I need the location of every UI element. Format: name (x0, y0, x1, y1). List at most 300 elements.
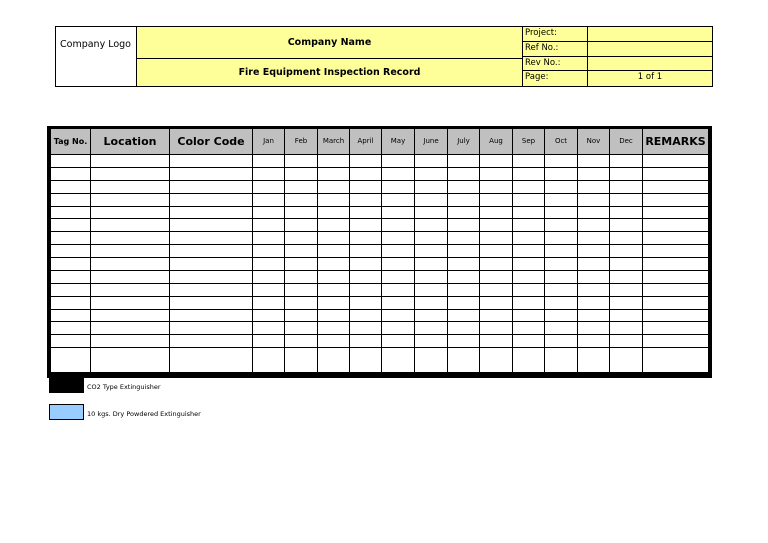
table-cell[interactable] (91, 322, 170, 335)
table-cell[interactable] (643, 309, 709, 322)
table-cell[interactable] (382, 206, 415, 219)
table-cell[interactable] (350, 335, 382, 348)
table-cell[interactable] (448, 245, 480, 258)
table-cell[interactable] (448, 270, 480, 283)
table-cell[interactable] (253, 322, 285, 335)
table-cell[interactable] (578, 322, 610, 335)
table-cell[interactable] (415, 180, 448, 193)
column-header-july: July (448, 129, 480, 155)
table-cell[interactable] (643, 296, 709, 309)
table-cell[interactable] (545, 283, 578, 296)
table-cell[interactable] (350, 283, 382, 296)
table-cell[interactable] (545, 193, 578, 206)
table-cell[interactable] (480, 322, 513, 335)
meta-label: Page: (523, 71, 588, 86)
table-cell[interactable] (91, 206, 170, 219)
table-cell[interactable] (415, 322, 448, 335)
table-cell[interactable] (350, 309, 382, 322)
table-cell[interactable] (253, 193, 285, 206)
table-cell[interactable] (643, 322, 709, 335)
table-cell[interactable] (415, 270, 448, 283)
table-cell[interactable] (382, 219, 415, 232)
table-cell[interactable] (610, 270, 643, 283)
column-header-march: March (318, 129, 350, 155)
table-cell[interactable] (513, 283, 545, 296)
table-header-row (51, 129, 709, 155)
table-cell[interactable] (253, 283, 285, 296)
table-cell[interactable] (480, 258, 513, 271)
table-cell[interactable] (578, 155, 610, 168)
table-cell[interactable] (318, 348, 350, 374)
table-cell[interactable] (578, 219, 610, 232)
table-cell[interactable] (253, 180, 285, 193)
table-cell[interactable] (610, 258, 643, 271)
table-cell[interactable] (610, 322, 643, 335)
legend-swatch-dry-powder (49, 404, 84, 420)
table-cell[interactable] (415, 283, 448, 296)
table-cell[interactable] (51, 335, 91, 348)
table-cell[interactable] (350, 219, 382, 232)
table-cell[interactable] (285, 348, 318, 374)
table-cell[interactable] (382, 309, 415, 322)
meta-label: Ref No.: (523, 42, 588, 56)
inspection-grid (47, 126, 712, 378)
table-cell[interactable] (513, 232, 545, 245)
table-cell[interactable] (170, 180, 253, 193)
table-cell[interactable] (253, 348, 285, 374)
table-cell[interactable] (350, 258, 382, 271)
table-cell[interactable] (285, 232, 318, 245)
table-cell[interactable] (610, 309, 643, 322)
meta-row-rev (523, 57, 712, 72)
table-cell[interactable] (415, 348, 448, 374)
table-cell[interactable] (610, 245, 643, 258)
meta-value-project[interactable] (588, 27, 712, 41)
table-cell[interactable] (578, 296, 610, 309)
table-cell[interactable] (350, 348, 382, 374)
table-cell[interactable] (480, 283, 513, 296)
table-cell[interactable] (253, 309, 285, 322)
table-cell[interactable] (578, 283, 610, 296)
table-cell[interactable] (610, 219, 643, 232)
legend-swatch-co2 (49, 377, 84, 393)
table-cell[interactable] (448, 167, 480, 180)
table-cell[interactable] (350, 296, 382, 309)
table-cell[interactable] (51, 180, 91, 193)
table-cell[interactable] (610, 155, 643, 168)
table-cell[interactable] (318, 167, 350, 180)
table-cell[interactable] (578, 167, 610, 180)
table-cell[interactable] (350, 270, 382, 283)
table-cell[interactable] (480, 193, 513, 206)
table-cell[interactable] (318, 155, 350, 168)
table-cell[interactable] (545, 219, 578, 232)
table-row (51, 193, 709, 206)
table-cell[interactable] (513, 309, 545, 322)
table-cell[interactable] (318, 206, 350, 219)
table-cell[interactable] (91, 348, 170, 374)
table-cell[interactable] (253, 219, 285, 232)
table-row (51, 219, 709, 232)
table-cell[interactable] (170, 309, 253, 322)
table-cell[interactable] (382, 258, 415, 271)
table-cell[interactable] (480, 270, 513, 283)
table-row (51, 232, 709, 245)
column-header-nov: Nov (578, 129, 610, 155)
table-cell[interactable] (285, 180, 318, 193)
table-cell[interactable] (382, 232, 415, 245)
table-cell[interactable] (51, 348, 91, 374)
table-cell[interactable] (285, 206, 318, 219)
table-cell[interactable] (91, 155, 170, 168)
table-cell[interactable] (318, 258, 350, 271)
table-cell[interactable] (643, 167, 709, 180)
table-cell[interactable] (643, 232, 709, 245)
table-cell[interactable] (51, 155, 91, 168)
table-cell[interactable] (448, 232, 480, 245)
column-header-jan: Jan (253, 129, 285, 155)
table-cell[interactable] (91, 219, 170, 232)
table-cell[interactable] (448, 335, 480, 348)
table-cell[interactable] (91, 309, 170, 322)
table-cell[interactable] (318, 309, 350, 322)
table-cell[interactable] (545, 309, 578, 322)
table-cell[interactable] (170, 258, 253, 271)
table-cell[interactable] (448, 348, 480, 374)
table-cell[interactable] (91, 283, 170, 296)
table-cell[interactable] (382, 167, 415, 180)
meta-value-ref[interactable] (588, 42, 712, 56)
table-cell[interactable] (480, 206, 513, 219)
table-cell[interactable] (170, 296, 253, 309)
table-cell[interactable] (415, 245, 448, 258)
table-cell[interactable] (170, 167, 253, 180)
table-cell[interactable] (350, 245, 382, 258)
table-cell[interactable] (578, 270, 610, 283)
table-cell[interactable] (51, 206, 91, 219)
table-cell[interactable] (545, 296, 578, 309)
table-cell[interactable] (513, 167, 545, 180)
table-cell[interactable] (415, 206, 448, 219)
table-cell[interactable] (578, 245, 610, 258)
table-cell[interactable] (253, 155, 285, 168)
table-cell[interactable] (170, 322, 253, 335)
table-row (51, 258, 709, 271)
table-cell[interactable] (610, 232, 643, 245)
table-cell[interactable] (382, 270, 415, 283)
table-cell[interactable] (513, 322, 545, 335)
table-cell[interactable] (285, 309, 318, 322)
table-cell[interactable] (382, 245, 415, 258)
table-cell[interactable] (51, 270, 91, 283)
table-cell[interactable] (545, 167, 578, 180)
table-cell[interactable] (170, 245, 253, 258)
table-cell[interactable] (578, 193, 610, 206)
table-cell[interactable] (480, 245, 513, 258)
table-cell[interactable] (285, 296, 318, 309)
table-cell[interactable] (643, 155, 709, 168)
table-row (51, 296, 709, 309)
table-cell[interactable] (51, 309, 91, 322)
table-cell[interactable] (578, 348, 610, 374)
table-cell[interactable] (415, 219, 448, 232)
table-cell[interactable] (545, 232, 578, 245)
table-cell[interactable] (51, 193, 91, 206)
table-cell[interactable] (513, 206, 545, 219)
table-cell[interactable] (91, 232, 170, 245)
table-cell[interactable] (170, 232, 253, 245)
table-cell[interactable] (318, 296, 350, 309)
table-cell[interactable] (318, 270, 350, 283)
column-header-aug: Aug (480, 129, 513, 155)
table-cell[interactable] (448, 155, 480, 168)
table-cell[interactable] (448, 322, 480, 335)
table-cell[interactable] (610, 193, 643, 206)
table-cell[interactable] (350, 206, 382, 219)
table-cell[interactable] (578, 335, 610, 348)
table-cell[interactable] (253, 296, 285, 309)
table-cell[interactable] (610, 206, 643, 219)
table-cell[interactable] (253, 245, 285, 258)
table-cell[interactable] (610, 167, 643, 180)
table-cell[interactable] (91, 258, 170, 271)
table-cell[interactable] (51, 322, 91, 335)
table-cell[interactable] (253, 206, 285, 219)
table-cell[interactable] (578, 309, 610, 322)
table-cell[interactable] (350, 180, 382, 193)
table-cell[interactable] (285, 258, 318, 271)
company-name: Company Name (137, 27, 523, 59)
table-cell[interactable] (350, 167, 382, 180)
table-cell[interactable] (578, 258, 610, 271)
table-cell[interactable] (643, 348, 709, 374)
table-cell[interactable] (545, 206, 578, 219)
table-cell[interactable] (285, 270, 318, 283)
table-cell[interactable] (170, 348, 253, 374)
table-cell[interactable] (480, 348, 513, 374)
table-row (51, 155, 709, 168)
table-cell[interactable] (51, 296, 91, 309)
table-cell[interactable] (643, 180, 709, 193)
meta-row-project (523, 27, 712, 42)
meta-value-rev[interactable] (588, 57, 712, 71)
table-cell[interactable] (415, 155, 448, 168)
table-cell[interactable] (480, 296, 513, 309)
table-cell[interactable] (318, 245, 350, 258)
table-cell[interactable] (350, 193, 382, 206)
table-cell[interactable] (448, 206, 480, 219)
table-cell[interactable] (51, 283, 91, 296)
table-cell[interactable] (448, 309, 480, 322)
table-cell[interactable] (51, 258, 91, 271)
table-row (51, 245, 709, 258)
table-cell[interactable] (448, 180, 480, 193)
table-cell[interactable] (382, 335, 415, 348)
table-cell[interactable] (382, 155, 415, 168)
table-cell[interactable] (545, 335, 578, 348)
table-cell[interactable] (448, 258, 480, 271)
table-cell[interactable] (513, 193, 545, 206)
table-row (51, 167, 709, 180)
table-cell[interactable] (448, 193, 480, 206)
table-cell[interactable] (318, 232, 350, 245)
table-cell[interactable] (318, 322, 350, 335)
table-cell[interactable] (610, 335, 643, 348)
table-cell[interactable] (480, 167, 513, 180)
table-cell[interactable] (513, 335, 545, 348)
table-cell[interactable] (513, 270, 545, 283)
table-cell[interactable] (480, 309, 513, 322)
record-title: Fire Equipment Inspection Record (137, 59, 523, 86)
table-cell[interactable] (170, 219, 253, 232)
table-cell[interactable] (350, 322, 382, 335)
table-body (51, 155, 709, 374)
table-cell[interactable] (643, 245, 709, 258)
table-cell[interactable] (382, 296, 415, 309)
table-cell[interactable] (91, 167, 170, 180)
table-cell[interactable] (51, 219, 91, 232)
table-cell[interactable] (480, 219, 513, 232)
table-cell[interactable] (285, 193, 318, 206)
table-cell[interactable] (513, 180, 545, 193)
table-cell[interactable] (51, 167, 91, 180)
table-cell[interactable] (285, 245, 318, 258)
table-cell[interactable] (578, 206, 610, 219)
table-cell[interactable] (170, 193, 253, 206)
column-header-location: Location (91, 129, 170, 155)
table-cell[interactable] (170, 335, 253, 348)
table-cell[interactable] (415, 309, 448, 322)
table-cell[interactable] (51, 232, 91, 245)
table-cell[interactable] (513, 296, 545, 309)
company-logo-label: Company Logo (60, 39, 131, 50)
legend-label-dry-powder: 10 kgs. Dry Powdered Extinguisher (87, 410, 201, 418)
table-cell[interactable] (643, 335, 709, 348)
inspection-table (50, 128, 709, 375)
table-cell[interactable] (318, 335, 350, 348)
table-cell[interactable] (91, 270, 170, 283)
table-cell[interactable] (480, 180, 513, 193)
table-row (51, 322, 709, 335)
table-cell[interactable] (285, 283, 318, 296)
table-cell[interactable] (643, 219, 709, 232)
table-cell[interactable] (513, 348, 545, 374)
table-cell[interactable] (382, 322, 415, 335)
table-cell[interactable] (513, 219, 545, 232)
table-cell[interactable] (350, 232, 382, 245)
table-cell[interactable] (285, 335, 318, 348)
table-cell[interactable] (382, 283, 415, 296)
table-cell[interactable] (253, 270, 285, 283)
table-cell[interactable] (285, 167, 318, 180)
table-cell[interactable] (253, 167, 285, 180)
table-cell[interactable] (448, 219, 480, 232)
column-header-dec: Dec (610, 129, 643, 155)
table-row (51, 309, 709, 322)
table-cell[interactable] (643, 258, 709, 271)
table-cell[interactable] (253, 258, 285, 271)
record-header (55, 26, 713, 87)
table-cell[interactable] (480, 155, 513, 168)
table-cell[interactable] (610, 296, 643, 309)
table-row (51, 180, 709, 193)
table-cell[interactable] (415, 193, 448, 206)
table-cell[interactable] (170, 155, 253, 168)
table-cell[interactable] (643, 206, 709, 219)
table-cell[interactable] (253, 335, 285, 348)
column-header-sep: Sep (513, 129, 545, 155)
table-cell[interactable] (170, 206, 253, 219)
table-cell[interactable] (480, 232, 513, 245)
table-cell[interactable] (285, 322, 318, 335)
table-cell[interactable] (91, 335, 170, 348)
column-header-may: May (382, 129, 415, 155)
table-cell[interactable] (610, 348, 643, 374)
table-cell[interactable] (545, 348, 578, 374)
table-cell[interactable] (318, 193, 350, 206)
table-cell[interactable] (448, 283, 480, 296)
table-cell[interactable] (513, 245, 545, 258)
table-cell[interactable] (318, 180, 350, 193)
meta-row-page (523, 71, 712, 86)
table-cell[interactable] (318, 219, 350, 232)
table-cell[interactable] (170, 283, 253, 296)
table-cell[interactable] (170, 270, 253, 283)
table-cell[interactable] (610, 283, 643, 296)
table-cell[interactable] (513, 155, 545, 168)
table-row (51, 348, 709, 374)
table-cell[interactable] (545, 245, 578, 258)
column-header-tag-no: Tag No. (51, 129, 91, 155)
table-cell[interactable] (91, 193, 170, 206)
table-cell[interactable] (415, 167, 448, 180)
table-cell[interactable] (91, 245, 170, 258)
table-cell[interactable] (253, 232, 285, 245)
table-cell[interactable] (545, 258, 578, 271)
table-cell[interactable] (513, 258, 545, 271)
table-cell[interactable] (318, 283, 350, 296)
table-cell[interactable] (415, 258, 448, 271)
legend-label-co2: CO2 Type Extinguisher (87, 383, 161, 391)
table-cell[interactable] (382, 180, 415, 193)
table-cell[interactable] (51, 245, 91, 258)
column-header-color-code: Color Code (170, 129, 253, 155)
table-cell[interactable] (415, 335, 448, 348)
table-cell[interactable] (643, 283, 709, 296)
table-cell[interactable] (350, 155, 382, 168)
table-cell[interactable] (382, 348, 415, 374)
table-cell[interactable] (415, 296, 448, 309)
table-cell[interactable] (578, 180, 610, 193)
table-cell[interactable] (610, 180, 643, 193)
meta-label: Rev No.: (523, 57, 588, 71)
table-cell[interactable] (643, 270, 709, 283)
table-cell[interactable] (91, 296, 170, 309)
table-cell[interactable] (285, 155, 318, 168)
table-cell[interactable] (285, 219, 318, 232)
table-cell[interactable] (545, 322, 578, 335)
table-cell[interactable] (448, 296, 480, 309)
table-cell[interactable] (545, 155, 578, 168)
table-cell[interactable] (545, 180, 578, 193)
table-cell[interactable] (643, 193, 709, 206)
table-cell[interactable] (545, 270, 578, 283)
table-cell[interactable] (91, 180, 170, 193)
table-cell[interactable] (415, 232, 448, 245)
table-cell[interactable] (480, 335, 513, 348)
table-cell[interactable] (578, 232, 610, 245)
table-cell[interactable] (382, 193, 415, 206)
